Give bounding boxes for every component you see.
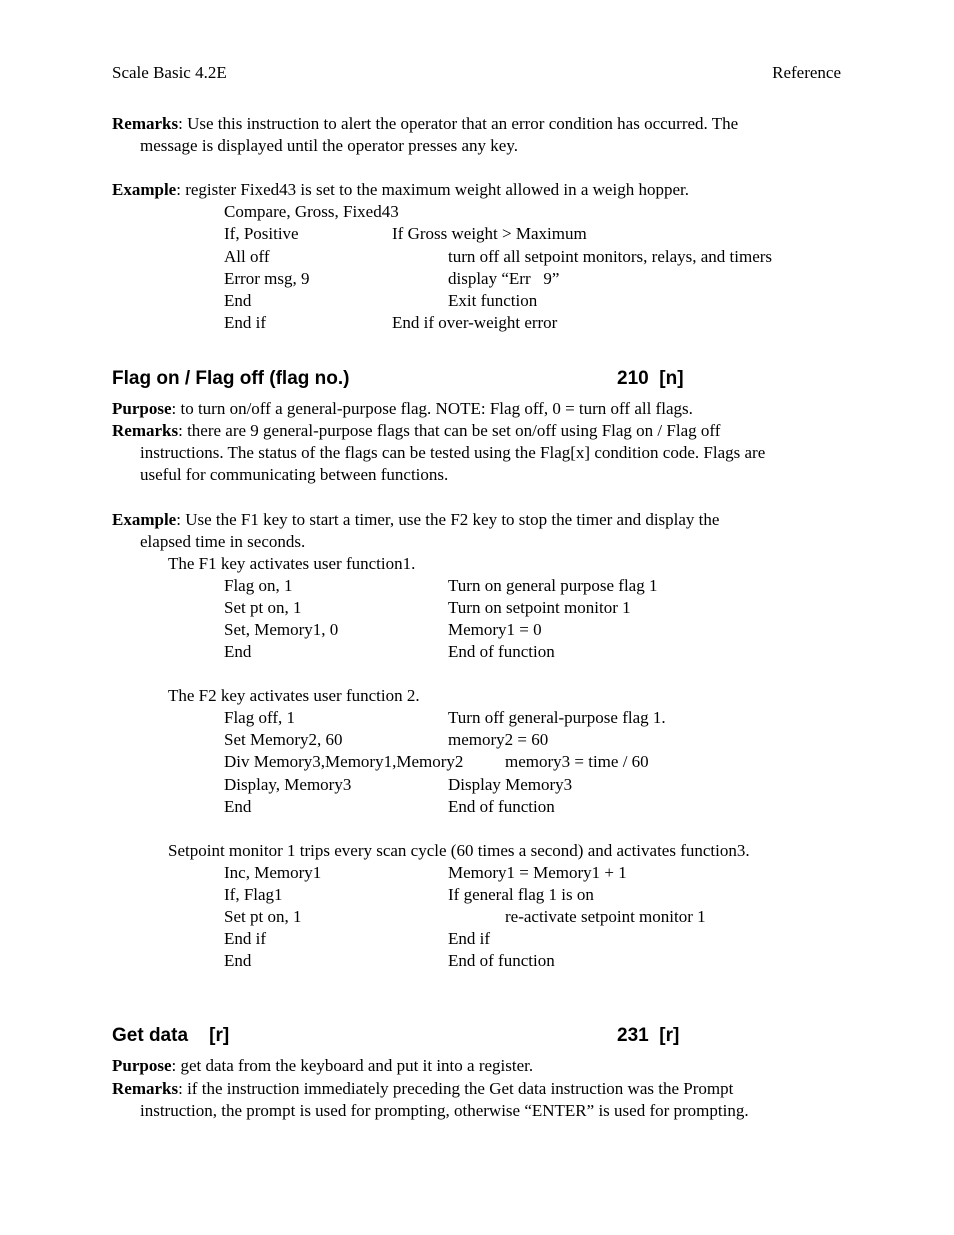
code-instruction: End if	[224, 929, 267, 948]
code-comment: If general flag 1 is on	[448, 885, 594, 904]
code-comment: Display Memory3	[448, 775, 573, 794]
example-text: : register Fixed43 is set to the maximum weight allowed in a weigh hopper.	[176, 180, 689, 199]
remarks-text: : Use this instruction to alert the operator that an error condition has occurred. The	[178, 114, 739, 133]
code-instruction: Set pt on, 1	[224, 598, 302, 617]
code-comment: memory2 = 60	[448, 730, 549, 749]
code-instruction: End	[224, 797, 252, 816]
instruction-code: 210 [n]	[617, 368, 684, 389]
code-instruction: If, Positive	[224, 224, 299, 243]
remarks-line	[112, 1078, 733, 1100]
code-comment: Memory1 = Memory1 + 1	[448, 863, 627, 882]
code-comment: Turn off general-purpose flag 1.	[448, 708, 666, 727]
code-comment: End if over-weight error	[392, 313, 558, 332]
example-line	[112, 179, 689, 201]
remarks-text-continued: useful for communicating between functions.	[140, 465, 449, 484]
code-comment: Turn on general purpose flag 1	[448, 576, 658, 595]
section-heading: Flag on / Flag off (flag no.)	[112, 368, 350, 389]
purpose-line	[112, 1055, 533, 1077]
code-comment: Turn on setpoint monitor 1	[448, 598, 631, 617]
code-instruction: Flag on, 1	[224, 576, 293, 595]
code-intro: Setpoint monitor 1 trips every scan cycle (60 times a second) and activates function3.	[168, 841, 750, 860]
example-label: Example	[112, 510, 177, 529]
remarks-text-continued: message is displayed until the operator presses any key.	[140, 136, 518, 155]
remarks-text-continued: instructions. The status of the flags can be tested using the Flag[x] condition code. Flags are	[140, 443, 766, 462]
remarks-line	[112, 113, 738, 135]
code-instruction: End	[224, 642, 252, 661]
instruction-code: 231 [r]	[617, 1025, 680, 1046]
example-text: : Use the F1 key to start a timer, use the F2 key to stop the timer and display the	[176, 510, 720, 529]
code-instruction: Set Memory2, 60	[224, 730, 343, 749]
remarks-text: : there are 9 general-purpose flags that can be set on/off using Flag on / Flag off	[178, 421, 721, 440]
code-instruction: Flag off, 1	[224, 708, 295, 727]
code-comment: End of function	[448, 797, 555, 816]
example-text-continued: elapsed time in seconds.	[140, 532, 306, 551]
code-instruction: Set pt on, 1	[224, 907, 302, 926]
code-instruction: Inc, Memory1	[224, 863, 322, 882]
code-instruction: End if	[224, 313, 267, 332]
code-comment: display “Err 9”	[448, 269, 560, 288]
code-comment: Exit function	[448, 291, 538, 310]
purpose-label: Purpose	[112, 1056, 172, 1075]
code-instruction: End	[224, 291, 252, 310]
purpose-label: Purpose	[112, 399, 172, 418]
remarks-label: Remarks	[112, 421, 179, 440]
remarks-label: Remarks	[112, 1079, 179, 1098]
code-instruction: If, Flag1	[224, 885, 283, 904]
remarks-text-continued: instruction, the prompt is used for prompting, otherwise “ENTER” is used for prompting.	[140, 1101, 749, 1120]
code-instruction: Error msg, 9	[224, 269, 310, 288]
example-label: Example	[112, 180, 177, 199]
code-instruction: Compare, Gross, Fixed43	[224, 202, 399, 221]
purpose-text: : get data from the keyboard and put it into a register.	[171, 1056, 534, 1075]
code-comment: Memory1 = 0	[448, 620, 542, 639]
code-instruction: Display, Memory3	[224, 775, 352, 794]
code-comment: If Gross weight > Maximum	[392, 224, 587, 243]
code-instruction: Div Memory3,Memory1,Memory2	[224, 752, 464, 771]
code-intro: The F2 key activates user function 2.	[168, 686, 420, 705]
code-instruction: End	[224, 951, 252, 970]
header-section: Reference	[772, 63, 841, 82]
remarks-label: Remarks	[112, 114, 179, 133]
purpose-text: : to turn on/off a general-purpose flag. NOTE: Flag off, 0 = turn off all flags.	[171, 399, 693, 418]
code-instruction: Set, Memory1, 0	[224, 620, 339, 639]
code-comment: turn off all setpoint monitors, relays, and timers	[448, 247, 773, 266]
code-comment: memory3 = time / 60	[505, 752, 649, 771]
remarks-text: : if the instruction immediately preceding the Get data instruction was the Prompt	[178, 1079, 734, 1098]
remarks-line	[112, 420, 720, 442]
example-line	[112, 509, 719, 531]
code-comment: re-activate setpoint monitor 1	[505, 907, 706, 926]
section-heading: Get data [r]	[112, 1025, 230, 1046]
code-comment: End if	[448, 929, 491, 948]
code-intro: The F1 key activates user function1.	[168, 554, 416, 573]
purpose-line	[112, 398, 693, 420]
code-comment: End of function	[448, 642, 555, 661]
header-title: Scale Basic 4.2E	[112, 63, 227, 82]
code-comment: End of function	[448, 951, 555, 970]
code-instruction: All off	[224, 247, 270, 266]
